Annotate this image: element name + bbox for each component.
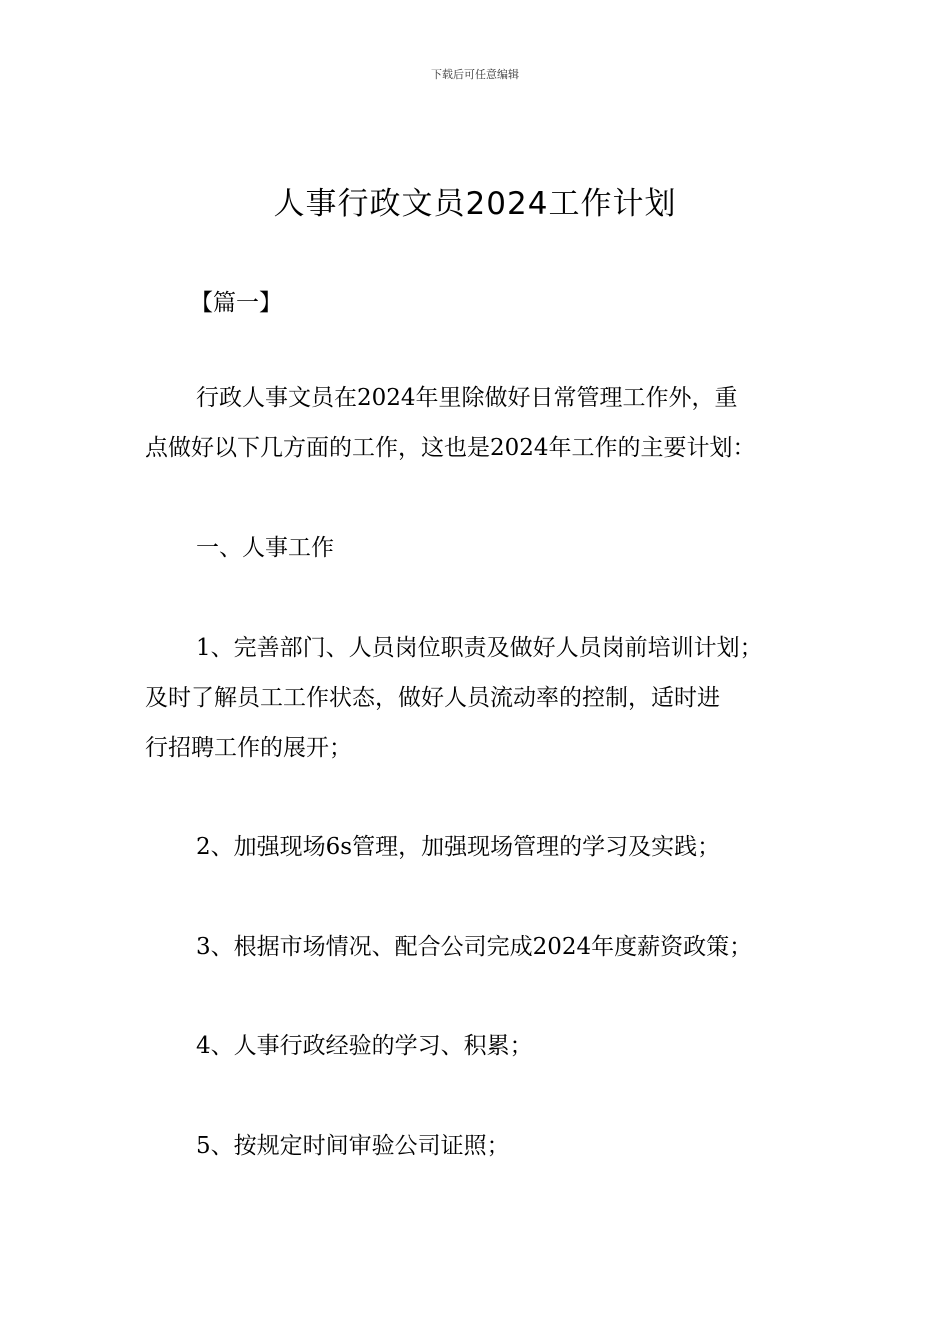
- intro-line-2: 点做好以下几方面的工作，这也是2024年工作的主要计划：: [145, 435, 756, 461]
- document-title: 人事行政文员2024工作计划: [273, 186, 677, 222]
- item-5: 5、按规定时间审验公司证照；: [196, 1133, 510, 1159]
- item-2: 2、加强现场6s管理，加强现场管理的学习及实践；: [196, 834, 721, 860]
- intro-line-1: 行政人事文员在2024年里除做好日常管理工作外，重: [196, 385, 738, 411]
- heading-personnel: 一、人事工作: [196, 535, 334, 561]
- item-3: 3、根据市场情况、配合公司完成2024年度薪资政策；: [196, 934, 753, 960]
- item-4: 4、人事行政经验的学习、积累；: [196, 1033, 533, 1059]
- item-1-line-3: 行招聘工作的展开；: [145, 735, 352, 761]
- item-1-line-2: 及时了解员工工作状态，做好人员流动率的控制，适时进: [145, 685, 720, 711]
- item-1-line-1: 1、完善部门、人员岗位职责及做好人员岗前培训计划；: [196, 635, 763, 661]
- section-tag: 【篇一】: [190, 290, 282, 316]
- page-header: 下载后可任意编辑: [431, 68, 519, 81]
